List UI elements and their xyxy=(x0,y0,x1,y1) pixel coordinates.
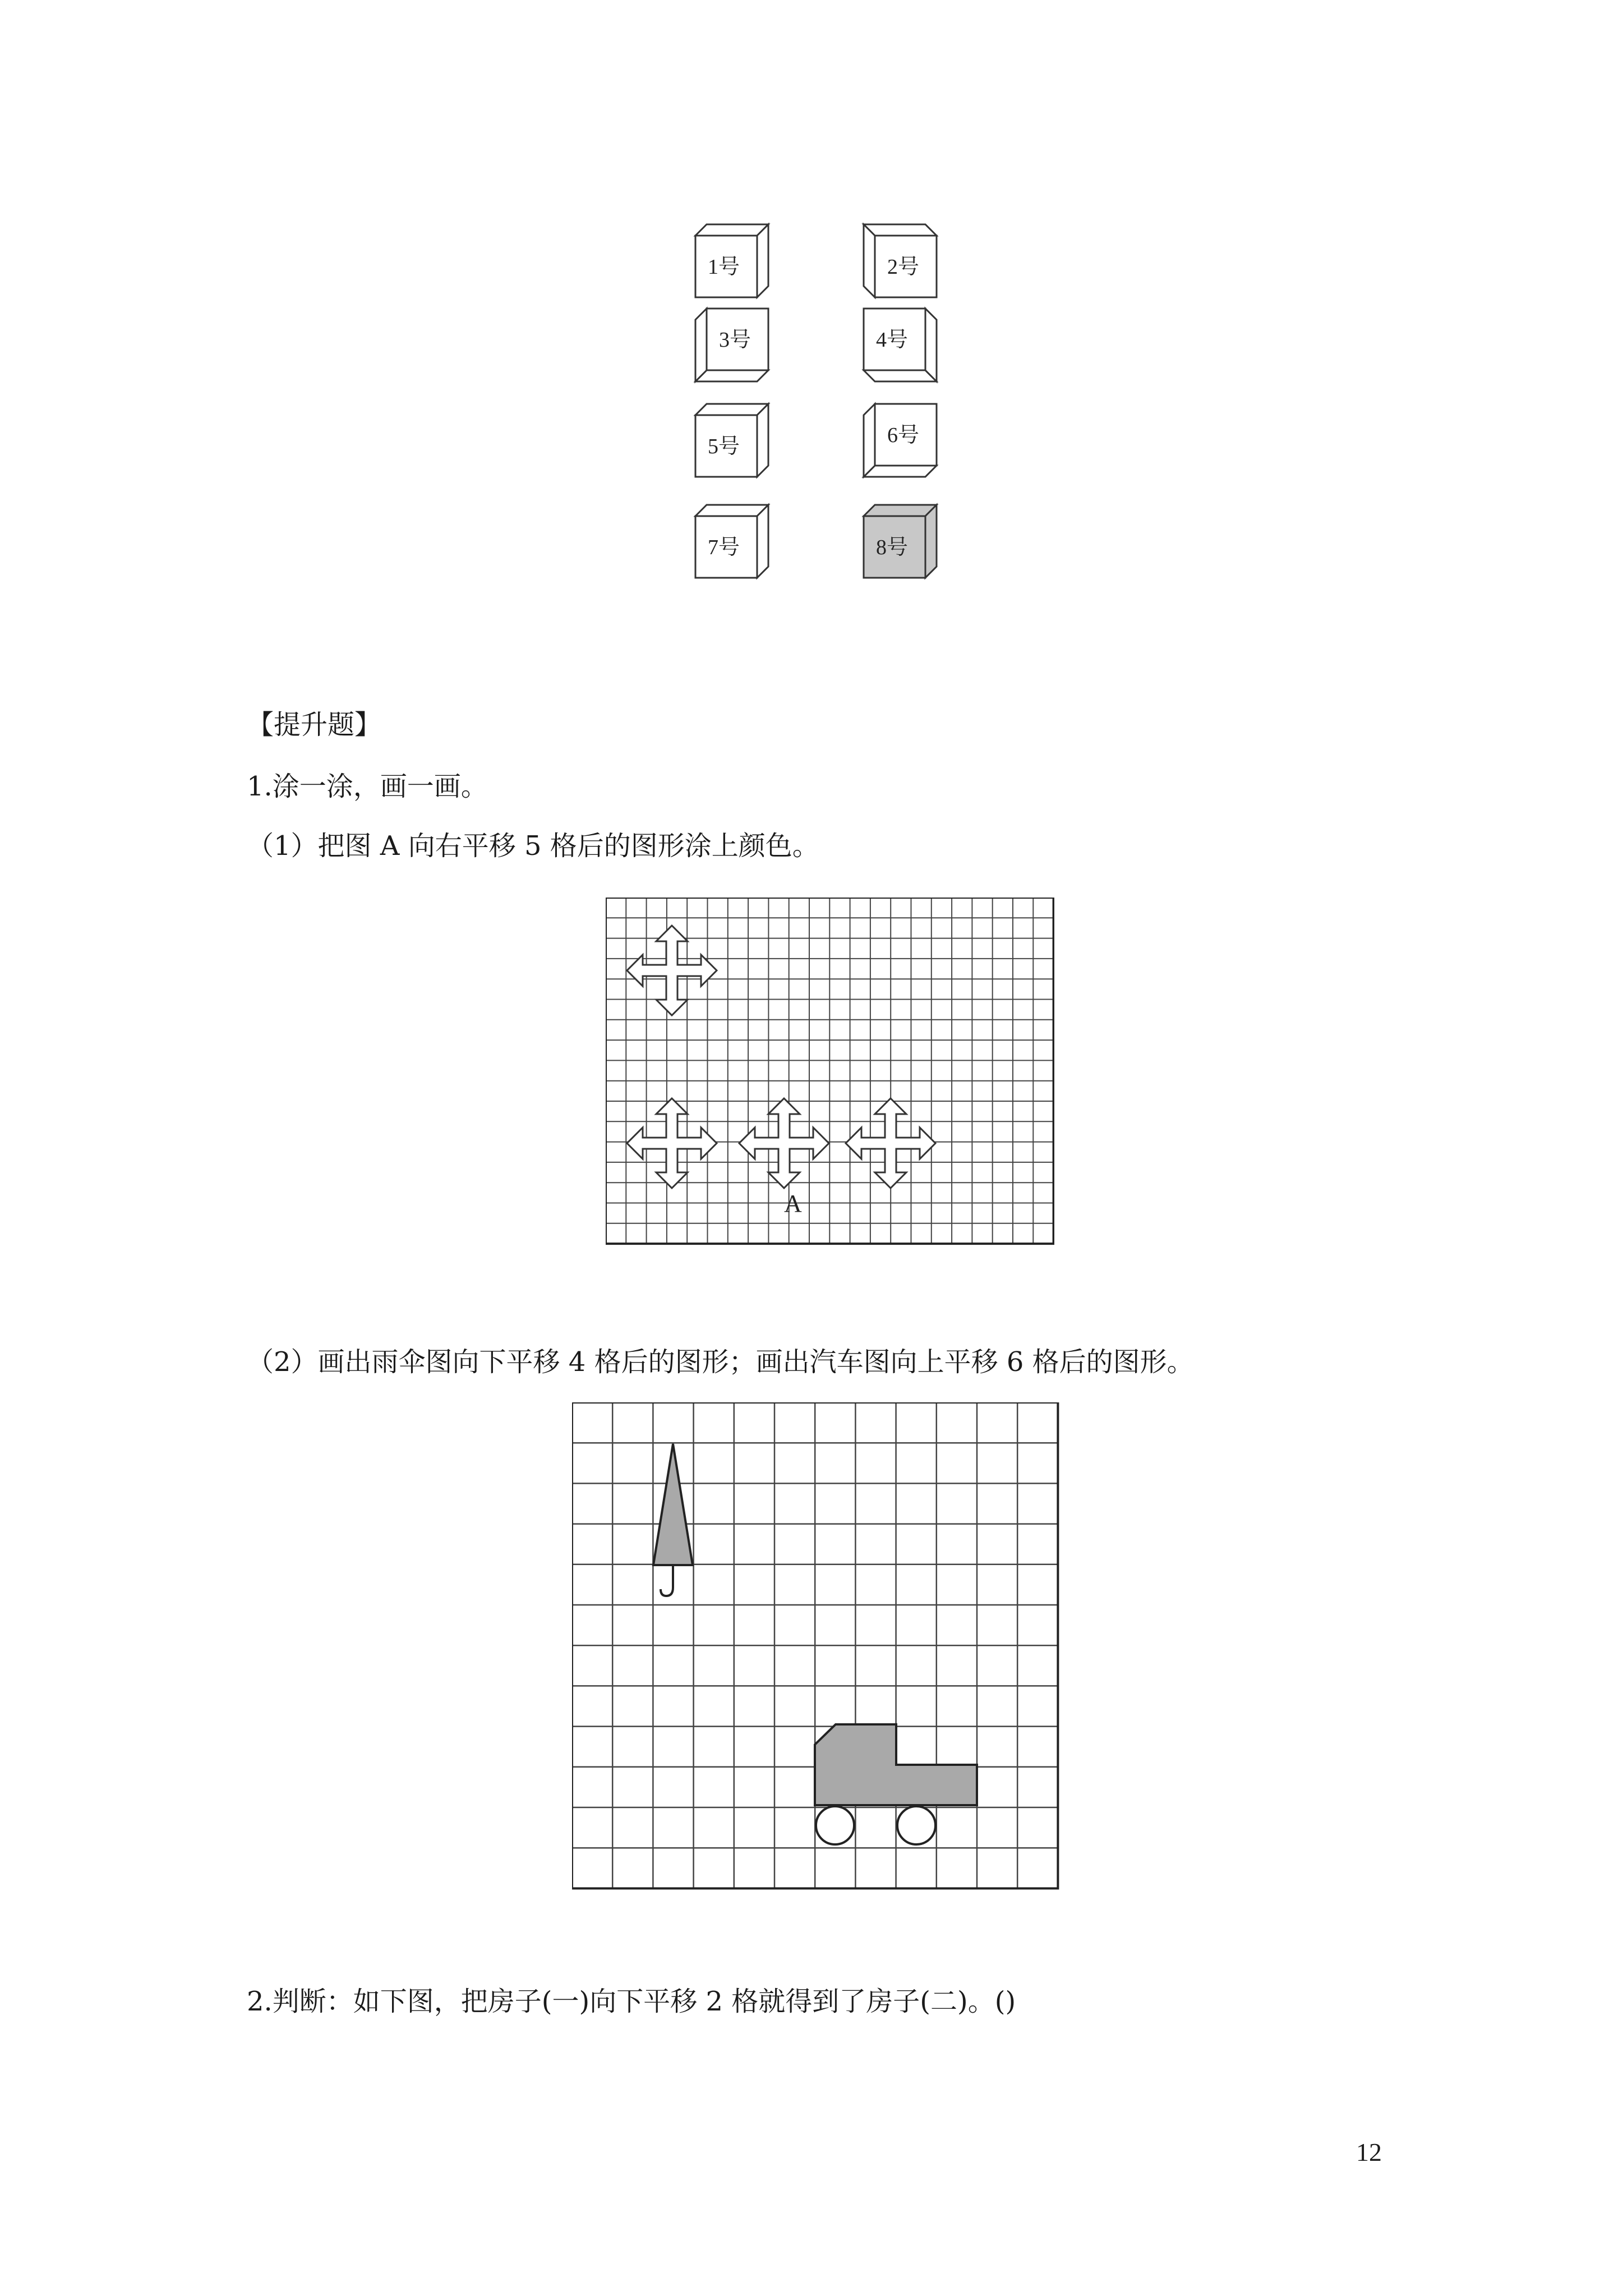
cube-label: 1号 xyxy=(708,255,740,279)
question-1-part-2: （2）画出雨伞图向下平移 4 格后的图形；画出汽车图向上平移 6 格后的图形。 xyxy=(247,1346,1194,1378)
cube-label: 2号 xyxy=(887,255,920,279)
arrow-shape-top xyxy=(627,926,717,1015)
question-2-text: 2.判断：如下图，把房子(一)向下平移 2 格就得到了房子(二)。() xyxy=(247,1986,1016,2017)
cube-1 xyxy=(695,224,768,297)
question-1-part-1: （1）把图 A 向右平移 5 格后的图形涂上颜色。 xyxy=(247,830,819,862)
section-title: 【提升题】 xyxy=(247,709,382,740)
cube-6 xyxy=(864,404,937,477)
cube-2 xyxy=(864,224,937,297)
cube-4 xyxy=(864,309,937,381)
cube-label: 4号 xyxy=(876,328,909,352)
translation-grid-2 xyxy=(572,1402,1060,1890)
cube-label: 8号 xyxy=(876,536,909,559)
translation-grid-1 xyxy=(606,898,1054,1251)
umbrella-figure xyxy=(653,1444,693,1596)
cube-7 xyxy=(695,505,768,578)
cube-3 xyxy=(695,309,768,381)
arrow-shape-left xyxy=(627,1098,717,1188)
arrow-shape-right xyxy=(846,1098,935,1188)
cube-label: 6号 xyxy=(887,424,920,447)
cube-8 xyxy=(864,505,937,578)
cubes-figure xyxy=(673,213,965,606)
cube-label: 3号 xyxy=(719,328,751,352)
cube-label: 7号 xyxy=(708,536,740,559)
shape-a-label: A xyxy=(784,1190,802,1217)
arrow-shape-a xyxy=(739,1098,829,1188)
question-1-title: 1.涂一涂，画一画。 xyxy=(247,771,488,802)
page-number: 12 xyxy=(1356,2138,1382,2166)
cube-5 xyxy=(695,404,768,477)
cube-label: 5号 xyxy=(708,435,740,458)
